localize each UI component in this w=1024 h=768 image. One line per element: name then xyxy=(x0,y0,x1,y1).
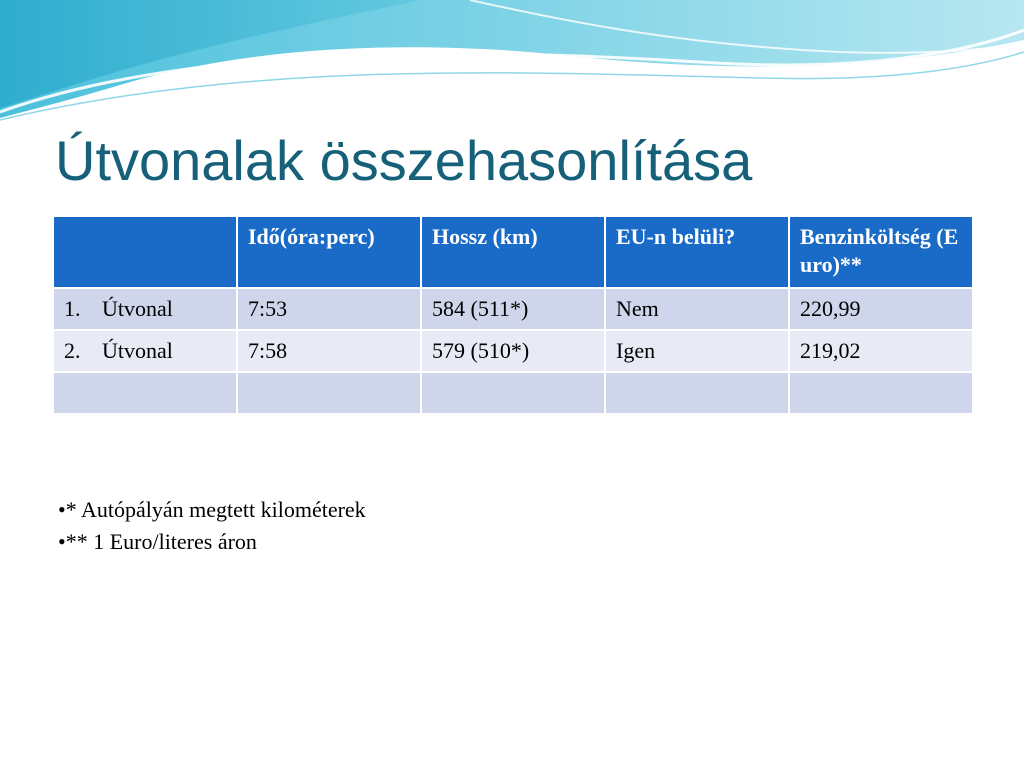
header-empty xyxy=(53,216,237,288)
empty-cell xyxy=(421,372,605,414)
header-length: Hossz (km) xyxy=(421,216,605,288)
fuel-cost-cell: 220,99 xyxy=(789,288,973,330)
route-label: Útvonal xyxy=(102,296,173,321)
header-fuel-cost: Benzinköltség (Euro)** xyxy=(789,216,973,288)
table-header-row xyxy=(53,216,973,288)
empty-cell xyxy=(605,372,789,414)
time-cell: 7:53 xyxy=(237,288,421,330)
empty-cell xyxy=(237,372,421,414)
table-row xyxy=(53,288,973,330)
decorative-wave-banner xyxy=(0,0,1024,130)
route-cell xyxy=(53,288,237,330)
in-eu-cell: Igen xyxy=(605,330,789,372)
empty-cell xyxy=(53,372,237,414)
header-in-eu: EU-n belüli? xyxy=(605,216,789,288)
in-eu-cell: Nem xyxy=(605,288,789,330)
route-number: 2. xyxy=(64,338,81,363)
table-row-empty xyxy=(53,372,973,414)
route-comparison-table xyxy=(52,215,974,415)
footnote-price-basis: •** 1 Euro/literes áron xyxy=(58,529,257,554)
time-cell: 7:58 xyxy=(237,330,421,372)
route-label: Útvonal xyxy=(102,338,173,363)
empty-cell xyxy=(789,372,973,414)
header-time: Idő(óra:perc) xyxy=(237,216,421,288)
length-cell: 579 (510*) xyxy=(421,330,605,372)
route-number: 1. xyxy=(64,296,81,321)
footnote-highway-km: •* Autópályán megtett kilométerek xyxy=(58,497,366,522)
length-cell: 584 (511*) xyxy=(421,288,605,330)
fuel-cost-cell: 219,02 xyxy=(789,330,973,372)
route-cell xyxy=(53,330,237,372)
table-row xyxy=(53,330,973,372)
footnotes xyxy=(58,494,366,558)
slide-title: Útvonalak összehasonlítása xyxy=(55,129,753,192)
